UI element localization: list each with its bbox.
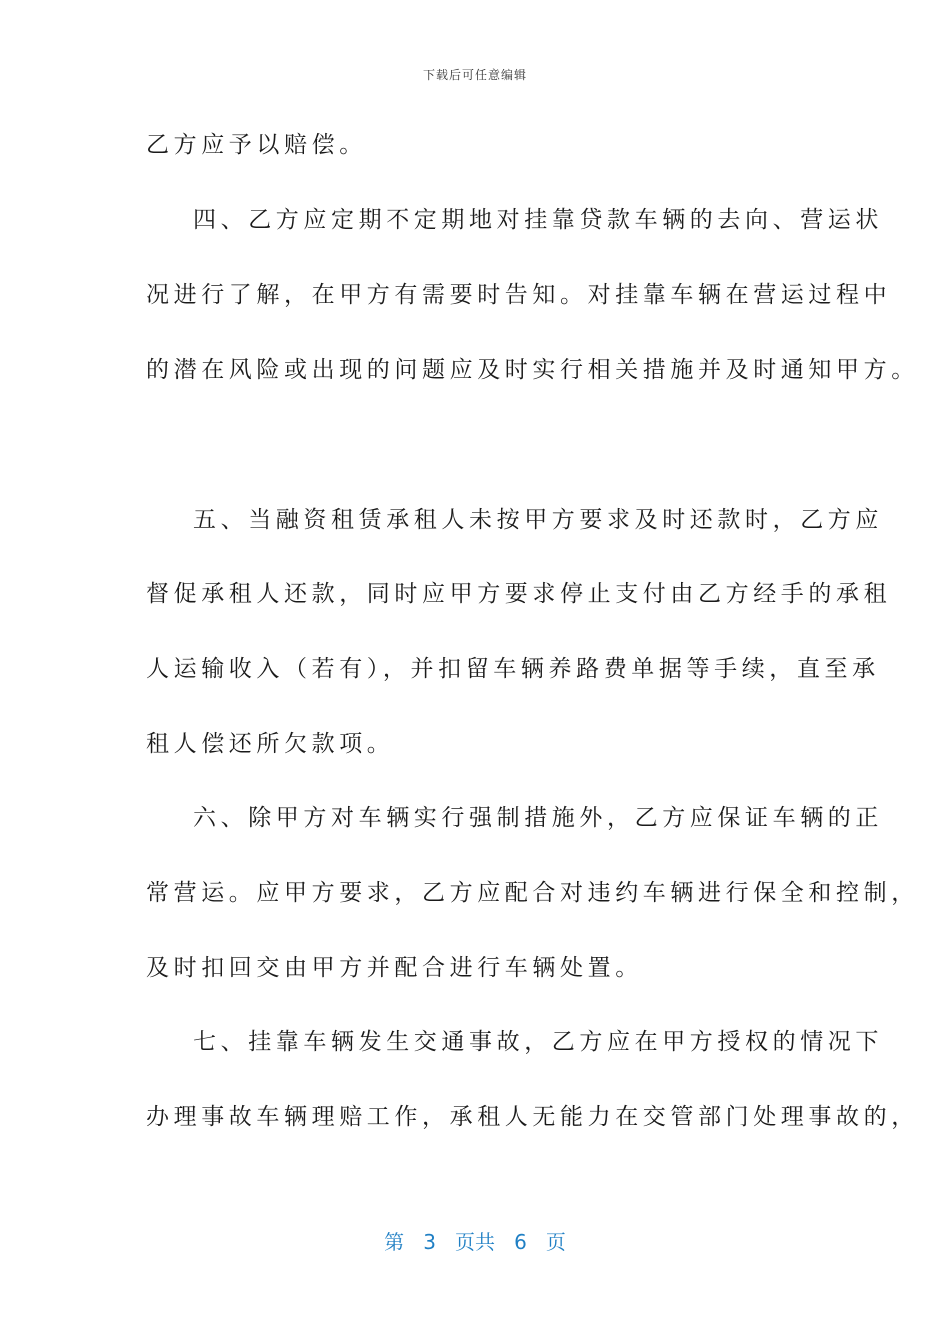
body-line-12: 七、挂靠车辆发生交通事故，乙方应在甲方授权的情况下 [193, 1029, 883, 1055]
body-line-13: 办理事故车辆理赔工作，承租人无能力在交管部门处理事故的， [146, 1104, 919, 1130]
body-line-11: 及时扣回交由甲方并配合进行车辆处置。 [146, 955, 643, 981]
page-footer [0, 1226, 950, 1255]
footer-prefix: 第 [384, 1230, 405, 1254]
footer-current-page: 3 [423, 1230, 436, 1254]
body-line-1: 乙方应予以赔偿。 [146, 132, 367, 158]
page-header: 下载后可任意编辑 [422, 68, 527, 82]
body-line-7: 人运输收入（若有），并扣留车辆养路费单据等手续，直至承 [146, 656, 880, 682]
body-line-5: 五、当融资租赁承租人未按甲方要求及时还款时，乙方应 [193, 507, 883, 533]
body-line-9: 六、除甲方对车辆实行强制措施外，乙方应保证车辆的正 [193, 805, 883, 831]
body-line-2: 四、乙方应定期不定期地对挂靠贷款车辆的去向、营运状 [193, 207, 883, 233]
body-line-6: 督促承租人还款，同时应甲方要求停止支付由乙方经手的承租 [146, 581, 892, 607]
footer-suffix: 页 [545, 1230, 566, 1254]
body-line-8: 租人偿还所欠款项。 [146, 731, 395, 757]
footer-middle: 页共 [455, 1230, 495, 1254]
body-line-10: 常营运。应甲方要求，乙方应配合对违约车辆进行保全和控制， [146, 880, 919, 906]
body-line-4: 的潜在风险或出现的问题应及时实行相关措施并及时通知甲方。 [146, 357, 919, 383]
body-line-3: 况进行了解，在甲方有需要时告知。对挂靠车辆在营运过程中 [146, 282, 892, 308]
footer-total-pages: 6 [514, 1230, 527, 1254]
